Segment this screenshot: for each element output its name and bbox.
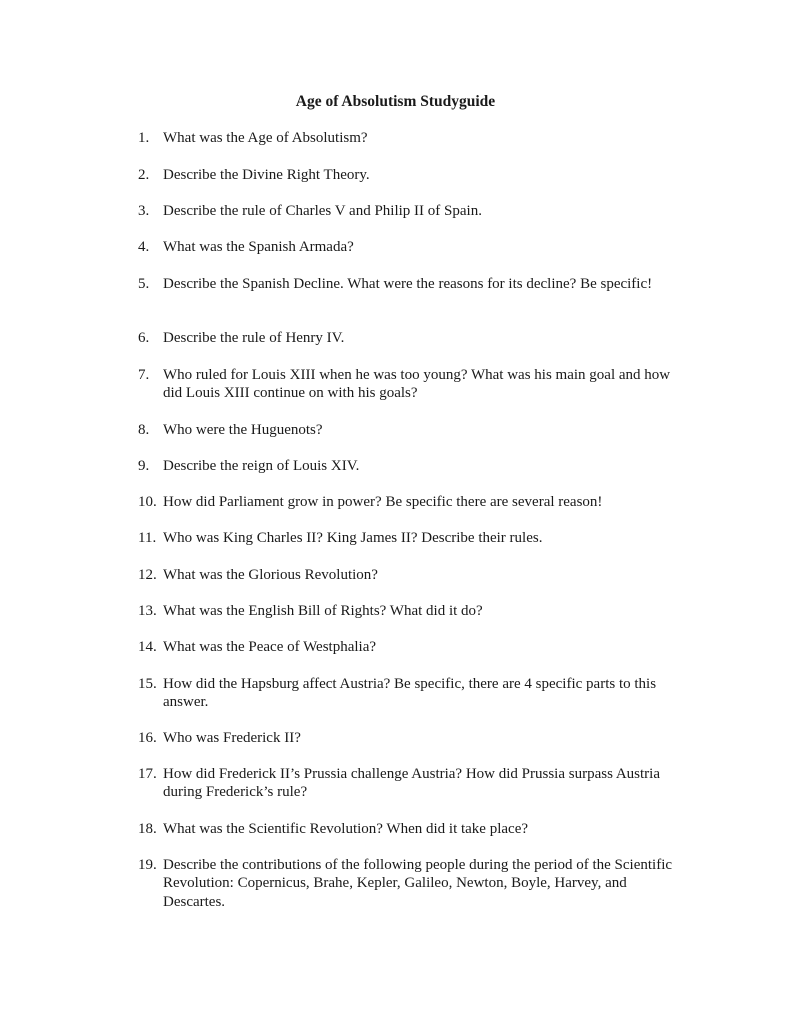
- question-number: 1.: [138, 130, 150, 146]
- question-item: [138, 856, 678, 911]
- question-item: [138, 638, 678, 656]
- question-text: Who was Frederick II?: [163, 730, 301, 746]
- question-item: [138, 675, 678, 712]
- question-item: [138, 329, 678, 347]
- question-number: 17.: [138, 766, 157, 782]
- question-text: Describe the contributions of the following people during the period of the Scientific Revolution: Copernicus, Brahe, Kepler, Galileo, Newton, Boyle, Harvey, and Descartes.: [163, 857, 673, 910]
- question-item: [138, 493, 678, 511]
- question-item: [138, 602, 678, 620]
- question-number: 12.: [138, 567, 157, 583]
- question-item: [138, 275, 678, 293]
- question-item: [138, 202, 678, 220]
- question-number: 10.: [138, 494, 157, 510]
- question-number: 13.: [138, 603, 157, 619]
- question-text: Describe the reign of Louis XIV.: [163, 458, 360, 474]
- question-number: 19.: [138, 857, 157, 873]
- question-text: What was the Age of Absolutism?: [163, 130, 368, 146]
- question-item: [138, 457, 678, 475]
- question-item: [138, 765, 678, 802]
- question-item: [138, 820, 678, 838]
- question-text: What was the Scientific Revolution? When did it take place?: [163, 821, 529, 837]
- question-number: 9.: [138, 458, 150, 474]
- question-number: 5.: [138, 276, 150, 292]
- question-text: Who ruled for Louis XIII when he was too young? What was his main goal and how did Louis XIII continue on with his goals?: [163, 367, 671, 402]
- question-text: How did Frederick II’s Prussia challenge Austria? How did Prussia surpass Austria during Frederick’s rule?: [163, 766, 661, 801]
- question-text: How did the Hapsburg affect Austria? Be specific, there are 4 specific parts to this answer.: [163, 676, 657, 711]
- question-text: What was the Spanish Armada?: [163, 239, 354, 255]
- question-number: 4.: [138, 239, 150, 255]
- question-number: 15.: [138, 676, 157, 692]
- question-item: [138, 129, 678, 147]
- question-number: 16.: [138, 730, 157, 746]
- question-number: 2.: [138, 167, 150, 183]
- question-item: [138, 729, 678, 747]
- document-title: Age of Absolutism Studyguide: [295, 93, 496, 110]
- question-text: What was the English Bill of Rights? What did it do?: [163, 603, 483, 619]
- question-number: 6.: [138, 330, 150, 346]
- question-item: [138, 421, 678, 439]
- question-number: 3.: [138, 203, 150, 219]
- question-item: [138, 166, 678, 184]
- question-text: Describe the rule of Charles V and Philip II of Spain.: [163, 203, 482, 219]
- question-number: 7.: [138, 367, 150, 383]
- question-number: 14.: [138, 639, 157, 655]
- question-text: Describe the Spanish Decline. What were the reasons for its decline? Be specific!: [163, 276, 653, 292]
- question-number: 11.: [138, 530, 157, 546]
- question-item: [138, 366, 678, 403]
- question-item: [138, 566, 678, 584]
- question-text: What was the Glorious Revolution?: [163, 567, 378, 583]
- question-text: Describe the Divine Right Theory.: [163, 167, 370, 183]
- question-item: [138, 238, 678, 256]
- question-text: What was the Peace of Westphalia?: [163, 639, 377, 655]
- question-number: 18.: [138, 821, 157, 837]
- question-text: Who were the Huguenots?: [163, 422, 323, 438]
- question-item: [138, 529, 678, 547]
- question-number: 8.: [138, 422, 150, 438]
- question-text: Who was King Charles II? King James II? Describe their rules.: [163, 530, 543, 546]
- question-text: Describe the rule of Henry IV.: [163, 330, 345, 346]
- question-text: How did Parliament grow in power? Be specific there are several reason!: [163, 494, 603, 510]
